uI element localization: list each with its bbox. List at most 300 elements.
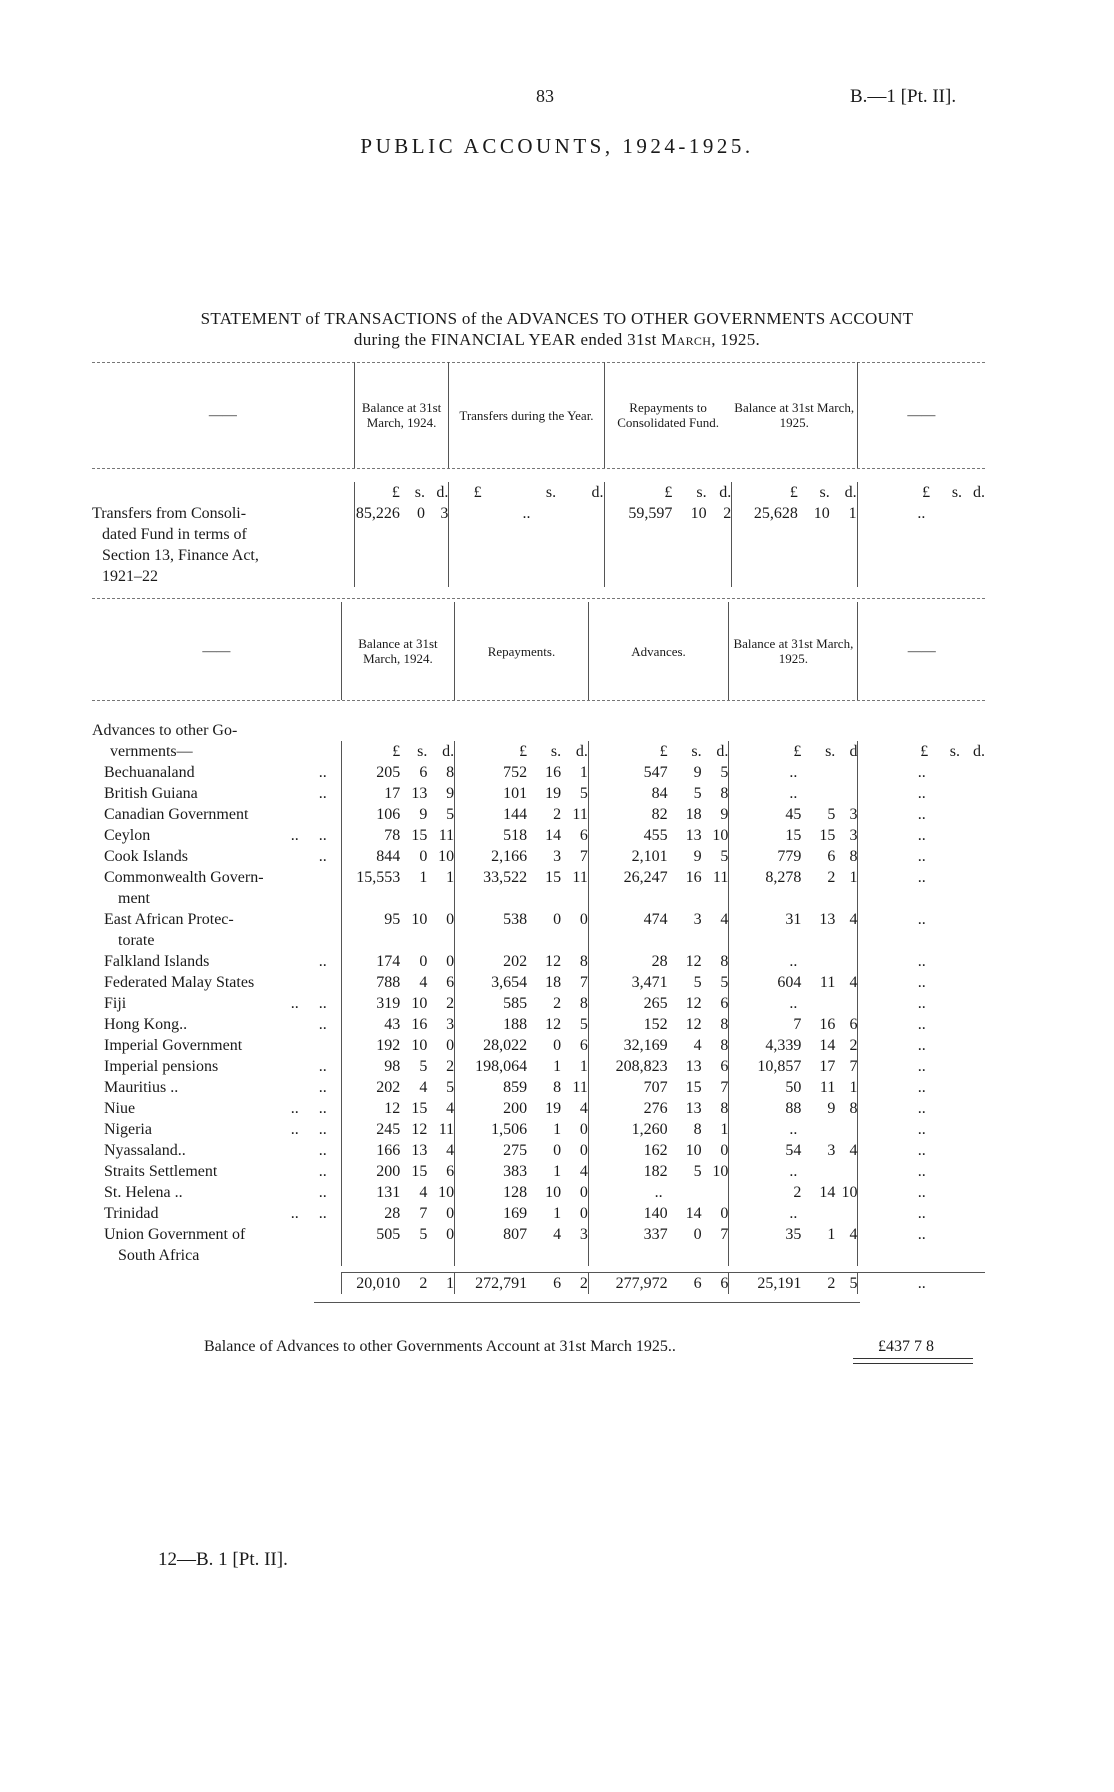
repayments-shillings: 19 (545, 785, 562, 802)
repayments-pounds: 101 (503, 785, 528, 802)
repayments-pounds: 518 (503, 827, 528, 844)
bal1925-pence: 4 (835, 1224, 858, 1266)
bal1924-shillings: 15 (411, 1163, 428, 1180)
row-label: Fiji .. .. (104, 995, 327, 1012)
bal1924-shillings: 7 (419, 1205, 428, 1222)
bal1925-shillings: 11 (819, 974, 836, 991)
repayments-pence: 4 (561, 1161, 588, 1182)
bal1925-pence: 4 (835, 909, 858, 951)
unit-pound: £ (793, 743, 802, 760)
bal1925-pounds: 10,857 (757, 1058, 802, 1075)
repayments-pounds: 28,022 (483, 1037, 528, 1054)
bal1924-pence: 6 (427, 972, 454, 993)
unit-pence: d. (427, 741, 454, 762)
bal1924-pounds: 43 (341, 1014, 400, 1035)
row-label: Hong Kong.. .. (104, 1016, 327, 1033)
bal1924-pence: 4 (427, 1140, 454, 1161)
transfer-repay-pounds: 59,597 (628, 505, 673, 522)
repayments-shillings: 1 (553, 1163, 562, 1180)
bal1924-shillings: 15 (411, 827, 428, 844)
advances-pence: 10 (702, 825, 729, 846)
repayments-pence: 11 (561, 804, 588, 825)
table-row (92, 1119, 985, 1140)
bal1925-shillings: 2 (827, 869, 836, 886)
bal1925-pounds: 2 (793, 1184, 802, 1201)
last-col: .. (917, 1037, 926, 1054)
repayments-pence: 6 (561, 1035, 588, 1056)
unit-pence: d (835, 741, 858, 762)
table-row (92, 846, 985, 867)
last-col: .. (917, 806, 926, 823)
unit-pound: £ (789, 484, 798, 501)
bal1924-pounds: 505 (341, 1224, 400, 1266)
advances-shillings: 4 (693, 1037, 702, 1054)
table-row (92, 1203, 985, 1224)
footer-reference: 12—B. 1 [Pt. II]. (158, 1549, 288, 1570)
bal1924-shillings: 10 (411, 1037, 428, 1054)
bal1924-shillings: 15 (411, 1100, 428, 1117)
advances-pounds: 140 (643, 1205, 668, 1222)
advances-pounds: 28 (651, 953, 668, 970)
unit-pence: d. (973, 484, 985, 501)
bal1925: .. (729, 783, 858, 804)
advances-pence: 8 (702, 951, 729, 972)
repayments-pence: 0 (561, 1140, 588, 1161)
unit-shilling: s. (545, 484, 557, 501)
bal1924-pounds: 200 (341, 1161, 400, 1182)
table-row (92, 804, 985, 825)
row-label: Canadian Government (104, 806, 249, 823)
unit-pence: d. (702, 741, 729, 762)
unit-pence: d. (425, 482, 449, 503)
transfer-repay-shillings: 10 (690, 505, 707, 522)
bal1925-pounds: 8,278 (765, 869, 802, 886)
last-col: .. (917, 785, 926, 802)
bal1925-pounds: 35 (785, 1226, 802, 1243)
advances-shillings: 9 (693, 764, 702, 781)
bal1924-shillings: 1 (419, 869, 428, 886)
advances-pence: 8 (702, 783, 729, 804)
unit-pound: £ (473, 484, 482, 501)
table-row (92, 783, 985, 804)
table-row (92, 1182, 985, 1203)
repayments-pence: 11 (561, 867, 588, 909)
advances-pounds: 707 (643, 1079, 668, 1096)
bal1925-shillings: 15 (819, 827, 836, 844)
row-label: Mauritius .. .. (104, 1079, 327, 1096)
repayments-pounds: 807 (503, 1226, 528, 1243)
advances-shillings: 18 (685, 806, 702, 823)
advances-pence: 8 (702, 1014, 729, 1035)
bal1924-pence: 0 (427, 909, 454, 951)
bal1925-shillings: 9 (827, 1100, 836, 1117)
repayments-shillings: 4 (553, 1226, 562, 1243)
repayments-pounds: 859 (503, 1079, 528, 1096)
repayments-shillings: 0 (553, 1142, 562, 1159)
bal1924-pounds: 78 (341, 825, 400, 846)
total-last: .. (858, 1272, 985, 1294)
advances: .. (588, 1182, 729, 1203)
bal1925-pounds: 88 (785, 1100, 802, 1117)
last-col: .. (917, 1058, 926, 1075)
last-col: .. (917, 869, 926, 886)
bal1924-shillings: 4 (419, 1184, 428, 1201)
bal1925-pence: 2 (835, 1035, 858, 1056)
advances-shillings: 8 (693, 1121, 702, 1138)
table-row (92, 1161, 985, 1182)
advances-pence: 5 (702, 846, 729, 867)
advances-pence: 8 (702, 1098, 729, 1119)
bal1925-shillings: 13 (819, 911, 836, 928)
bal1924-pounds: 106 (341, 804, 400, 825)
header-advances: Advances. (588, 602, 729, 700)
bal1925: .. (729, 1161, 858, 1182)
table-row (92, 993, 985, 1014)
bal1925-pence: 3 (835, 825, 858, 846)
row-label: Cook Islands .. (104, 848, 327, 865)
bal1924-pounds: 15,553 (341, 867, 400, 909)
advances-shillings: 13 (685, 827, 702, 844)
bal1924-pounds: 174 (341, 951, 400, 972)
bal1924-pounds: 202 (341, 1077, 400, 1098)
repayments-pounds: 1,506 (491, 1121, 528, 1138)
bal1925-pounds: 45 (785, 806, 802, 823)
bal1925-pence: 10 (835, 1182, 858, 1203)
advances-pounds: 182 (643, 1163, 668, 1180)
table-row (92, 825, 985, 846)
row-label: Bechuanaland .. (104, 764, 327, 781)
repayments-pence: 7 (561, 972, 588, 993)
advances-pounds: 2,101 (631, 848, 668, 865)
bal1924-pounds: 205 (341, 762, 400, 783)
bal1924-pence: 11 (427, 825, 454, 846)
section-label-line2: vernments— (110, 743, 193, 760)
bal1925-pounds: 779 (777, 848, 802, 865)
total-b25-pence: 5 (835, 1272, 858, 1294)
total-b24-pence: 1 (427, 1272, 454, 1294)
unit-pound: £ (659, 743, 668, 760)
advances-shillings: 5 (693, 1163, 702, 1180)
bal1925: .. (729, 1203, 858, 1224)
last-col: .. (917, 1016, 926, 1033)
last-col: .. (917, 1079, 926, 1096)
row-label: Nyassaland.. .. (104, 1142, 327, 1159)
repayments-pence: 1 (561, 762, 588, 783)
bal1925-pounds: 50 (785, 1079, 802, 1096)
total-rep-pence: 2 (561, 1272, 588, 1294)
bal1924-pence: 10 (427, 846, 454, 867)
repayments-pounds: 275 (503, 1142, 528, 1159)
advances-pounds: 337 (643, 1226, 668, 1243)
repayments-shillings: 0 (553, 1037, 562, 1054)
repayments-pence: 1 (561, 1056, 588, 1077)
statement-title-line1: STATEMENT of TRANSACTIONS of the ADVANCES TO OTHER GOVERNMENTS ACCOUNT (200, 309, 914, 328)
bal1924-pounds: 166 (341, 1140, 400, 1161)
repayments-pence: 5 (561, 783, 588, 804)
table-row (92, 762, 985, 783)
total-b25-pounds: 25,191 (729, 1272, 802, 1294)
bal1925-pence: 3 (835, 804, 858, 825)
last-col: .. (917, 995, 926, 1012)
advances-pounds: 547 (643, 764, 668, 781)
bal1925-pence: 6 (835, 1014, 858, 1035)
last-col: .. (917, 1163, 926, 1180)
bal1925-pence: 7 (835, 1056, 858, 1077)
transfer-row-label: Transfers from Consoli- dated Fund in terms of Section 13, Finance Act, 1921–22 (92, 505, 259, 585)
statement-title-line2: during the FINANCIAL YEAR ended 31st March, 1925. (353, 330, 761, 349)
header-repayments: Repayments. (455, 602, 589, 700)
repayments-shillings: 12 (545, 953, 562, 970)
repayments-pounds: 33,522 (483, 869, 528, 886)
advances-shillings: 10 (685, 1142, 702, 1159)
bal1925-pence: 1 (835, 1077, 858, 1098)
repayments-shillings: 1 (553, 1205, 562, 1222)
unit-shilling: s. (691, 743, 702, 760)
advances-shillings: 9 (693, 848, 702, 865)
repayments-shillings: 2 (553, 806, 562, 823)
advances-pounds: 26,247 (623, 869, 668, 886)
row-label: Falkland Islands .. (104, 953, 327, 970)
advances-pounds: 162 (643, 1142, 668, 1159)
repayments-shillings: 18 (545, 974, 562, 991)
total-rep-pounds: 272,791 (455, 1272, 528, 1294)
advances-pounds: 82 (651, 806, 668, 823)
total-b25-shillings: 2 (801, 1272, 835, 1294)
last-col: .. (917, 848, 926, 865)
advances-pence: 5 (702, 972, 729, 993)
repayments-pounds: 3,654 (491, 974, 528, 991)
repayments-shillings: 14 (545, 827, 562, 844)
bal1924-shillings: 13 (411, 785, 428, 802)
last-col: .. (917, 1100, 926, 1117)
table-row (92, 909, 985, 951)
bal1925: .. (729, 1119, 858, 1140)
advances-pence: 6 (702, 1056, 729, 1077)
last-col: .. (917, 1121, 926, 1138)
repayments-pounds: 752 (503, 764, 528, 781)
row-label: Ceylon .. .. (104, 827, 327, 844)
transfer-last: .. (917, 505, 926, 522)
row-label: Imperial Government (104, 1037, 243, 1054)
unit-shilling: s. (414, 484, 425, 501)
bal1925-pence: 4 (835, 972, 858, 993)
page-title: PUBLIC ACCOUNTS, 1924-1925. (360, 134, 754, 158)
row-label: Niue .. .. (104, 1100, 327, 1117)
advances-shillings: 12 (685, 953, 702, 970)
table-row (92, 1056, 985, 1077)
last-col: .. (917, 764, 926, 781)
table-row (92, 1098, 985, 1119)
unit-shilling: s. (949, 743, 960, 760)
bal1924-shillings: 5 (419, 1226, 428, 1243)
bal1924-pence: 10 (427, 1182, 454, 1203)
last-col: .. (917, 827, 926, 844)
bal1924-pounds: 95 (341, 909, 400, 951)
advances-pence: 0 (702, 1203, 729, 1224)
last-col: .. (917, 1142, 926, 1159)
advances-shillings: 13 (685, 1058, 702, 1075)
bal1925-shillings: 3 (827, 1142, 836, 1159)
bal1924-pounds: 17 (341, 783, 400, 804)
total-b24-pounds: 20,010 (341, 1272, 400, 1294)
header-repayments: Repayments to Consolidated Fund. (604, 362, 732, 468)
transfers-table (92, 362, 985, 587)
advances-shillings: 12 (685, 995, 702, 1012)
total-adv-pounds: 277,972 (588, 1272, 667, 1294)
row-label: British Guiana .. (104, 785, 327, 802)
header-balance-1925: Balance at 31st March, 1925. (729, 602, 858, 700)
bal1924-shillings: 9 (419, 806, 428, 823)
repayments-pence: 8 (561, 993, 588, 1014)
bal1925-shillings: 14 (819, 1037, 836, 1054)
double-rule-top (853, 1358, 973, 1359)
bal1924-shillings: 10 (411, 995, 428, 1012)
table-row (92, 1035, 985, 1056)
header-dash-right: —— (857, 362, 985, 468)
advances-shillings: 5 (693, 974, 702, 991)
double-rule-bottom (853, 1363, 973, 1364)
repayments-shillings: 1 (553, 1058, 562, 1075)
bal1924-pence: 1 (427, 867, 454, 909)
bal1924-pence: 8 (427, 762, 454, 783)
advances-shillings: 12 (685, 1016, 702, 1033)
repayments-shillings: 1 (553, 1121, 562, 1138)
total-adv-shillings: 6 (668, 1272, 702, 1294)
repayments-pounds: 200 (503, 1100, 528, 1117)
bal1925-shillings: 16 (819, 1016, 836, 1033)
bal1924-shillings: 6 (419, 764, 428, 781)
repayments-pence: 8 (561, 951, 588, 972)
unit-shilling: s. (951, 484, 963, 501)
bal1925-pounds: 15 (785, 827, 802, 844)
bal1925: .. (729, 762, 858, 783)
repayments-shillings: 3 (553, 848, 562, 865)
bal1925-pence: 1 (835, 867, 858, 909)
bal1925: .. (729, 993, 858, 1014)
header-dash: —— (202, 643, 231, 659)
page-number: 83 (536, 86, 554, 106)
bal1924-pounds: 319 (341, 993, 400, 1014)
transfer-bal1925-pounds: 25,628 (753, 505, 798, 522)
bal1925-pounds: 604 (777, 974, 802, 991)
repayments-pence: 0 (561, 1182, 588, 1203)
last-col: .. (917, 974, 926, 991)
bal1925-pounds: 4,339 (765, 1037, 802, 1054)
row-label: Imperial pensions .. (104, 1058, 327, 1075)
bal1924-pence: 2 (427, 993, 454, 1014)
advances-pounds: 208,823 (615, 1058, 668, 1075)
advances-shillings: 0 (693, 1226, 702, 1243)
unit-pence: d. (556, 482, 604, 503)
advances-pounds: 1,260 (631, 1121, 668, 1138)
transfer-transfers: .. (449, 503, 604, 587)
bal1924-shillings: 5 (419, 1058, 428, 1075)
bal1924-pence: 9 (427, 783, 454, 804)
bal1924-pounds: 245 (341, 1119, 400, 1140)
bal1925: .. (729, 951, 858, 972)
row-label: Straits Settlement .. (104, 1163, 327, 1180)
row-label: Federated Malay States (104, 974, 255, 991)
table-row (92, 1014, 985, 1035)
repayments-pence: 3 (561, 1224, 588, 1266)
repayments-shillings: 0 (553, 911, 562, 928)
repayments-pence: 4 (561, 1098, 588, 1119)
table-row (92, 867, 985, 909)
advances-shillings: 13 (685, 1100, 702, 1117)
unit-pound: £ (519, 743, 528, 760)
repayments-pence: 0 (561, 1119, 588, 1140)
total-rep-shillings: 6 (527, 1272, 561, 1294)
bal1925-pence: 8 (835, 1098, 858, 1119)
unit-pound: £ (922, 484, 931, 501)
bal1925-pence: 4 (835, 1140, 858, 1161)
repayments-pounds: 538 (503, 911, 528, 928)
advances-pounds: 32,169 (623, 1037, 668, 1054)
unit-pence: d. (561, 741, 588, 762)
row-label: Commonwealth Govern- ment (104, 869, 264, 907)
advances-pence: 7 (702, 1224, 729, 1266)
bal1924-pounds: 192 (341, 1035, 400, 1056)
repayments-shillings: 16 (545, 764, 562, 781)
bal1925-shillings: 1 (827, 1226, 836, 1243)
unit-pound: £ (920, 743, 929, 760)
unit-shilling: s. (417, 743, 428, 760)
bal1925-shillings: 11 (819, 1079, 836, 1096)
bal1925-shillings: 5 (827, 806, 836, 823)
advances-pence: 8 (702, 1035, 729, 1056)
row-label: Nigeria .. .. (104, 1121, 327, 1138)
last-col: .. (917, 911, 926, 928)
advances-shillings: 5 (693, 785, 702, 802)
advances-table (92, 602, 985, 1294)
repayments-pence: 11 (561, 1077, 588, 1098)
advances-pence: 10 (702, 1161, 729, 1182)
summary-text: Balance of Advances to other Governments Account at 31st March 1925.. (204, 1338, 676, 1355)
transfer-bal1924-pence: 3 (425, 503, 449, 587)
transfer-bal1924-shillings: 0 (416, 505, 425, 522)
advances-shillings: 15 (685, 1079, 702, 1096)
repayments-shillings: 12 (545, 1016, 562, 1033)
advances-pence: 5 (702, 762, 729, 783)
repayments-shillings: 10 (545, 1184, 562, 1201)
transfer-bal1925-pence: 1 (830, 503, 857, 587)
repayments-pounds: 383 (503, 1163, 528, 1180)
advances-pounds: 152 (643, 1016, 668, 1033)
bal1924-pence: 3 (427, 1014, 454, 1035)
header-dash-right: —— (858, 602, 985, 700)
repayments-pounds: 198,064 (475, 1058, 528, 1075)
repayments-pounds: 2,166 (491, 848, 528, 865)
bal1924-pence: 0 (427, 951, 454, 972)
bal1925-pounds: 54 (785, 1142, 802, 1159)
bal1924-pence: 0 (427, 1035, 454, 1056)
advances-pence: 9 (702, 804, 729, 825)
bal1924-pence: 5 (427, 1077, 454, 1098)
bal1924-shillings: 0 (419, 953, 428, 970)
bal1924-pence: 0 (427, 1203, 454, 1224)
bal1924-pence: 11 (427, 1119, 454, 1140)
bal1924-pounds: 98 (341, 1056, 400, 1077)
unit-pound: £ (664, 484, 673, 501)
unit-pound: £ (341, 741, 400, 762)
header-balance-1924: Balance at 31st March, 1924. (341, 602, 454, 700)
last-col: .. (917, 953, 926, 970)
table-row (92, 1224, 985, 1266)
advances-pence: 1 (702, 1119, 729, 1140)
advances-shillings: 14 (685, 1205, 702, 1222)
last-col: .. (917, 1205, 926, 1222)
last-col: .. (917, 1226, 926, 1243)
